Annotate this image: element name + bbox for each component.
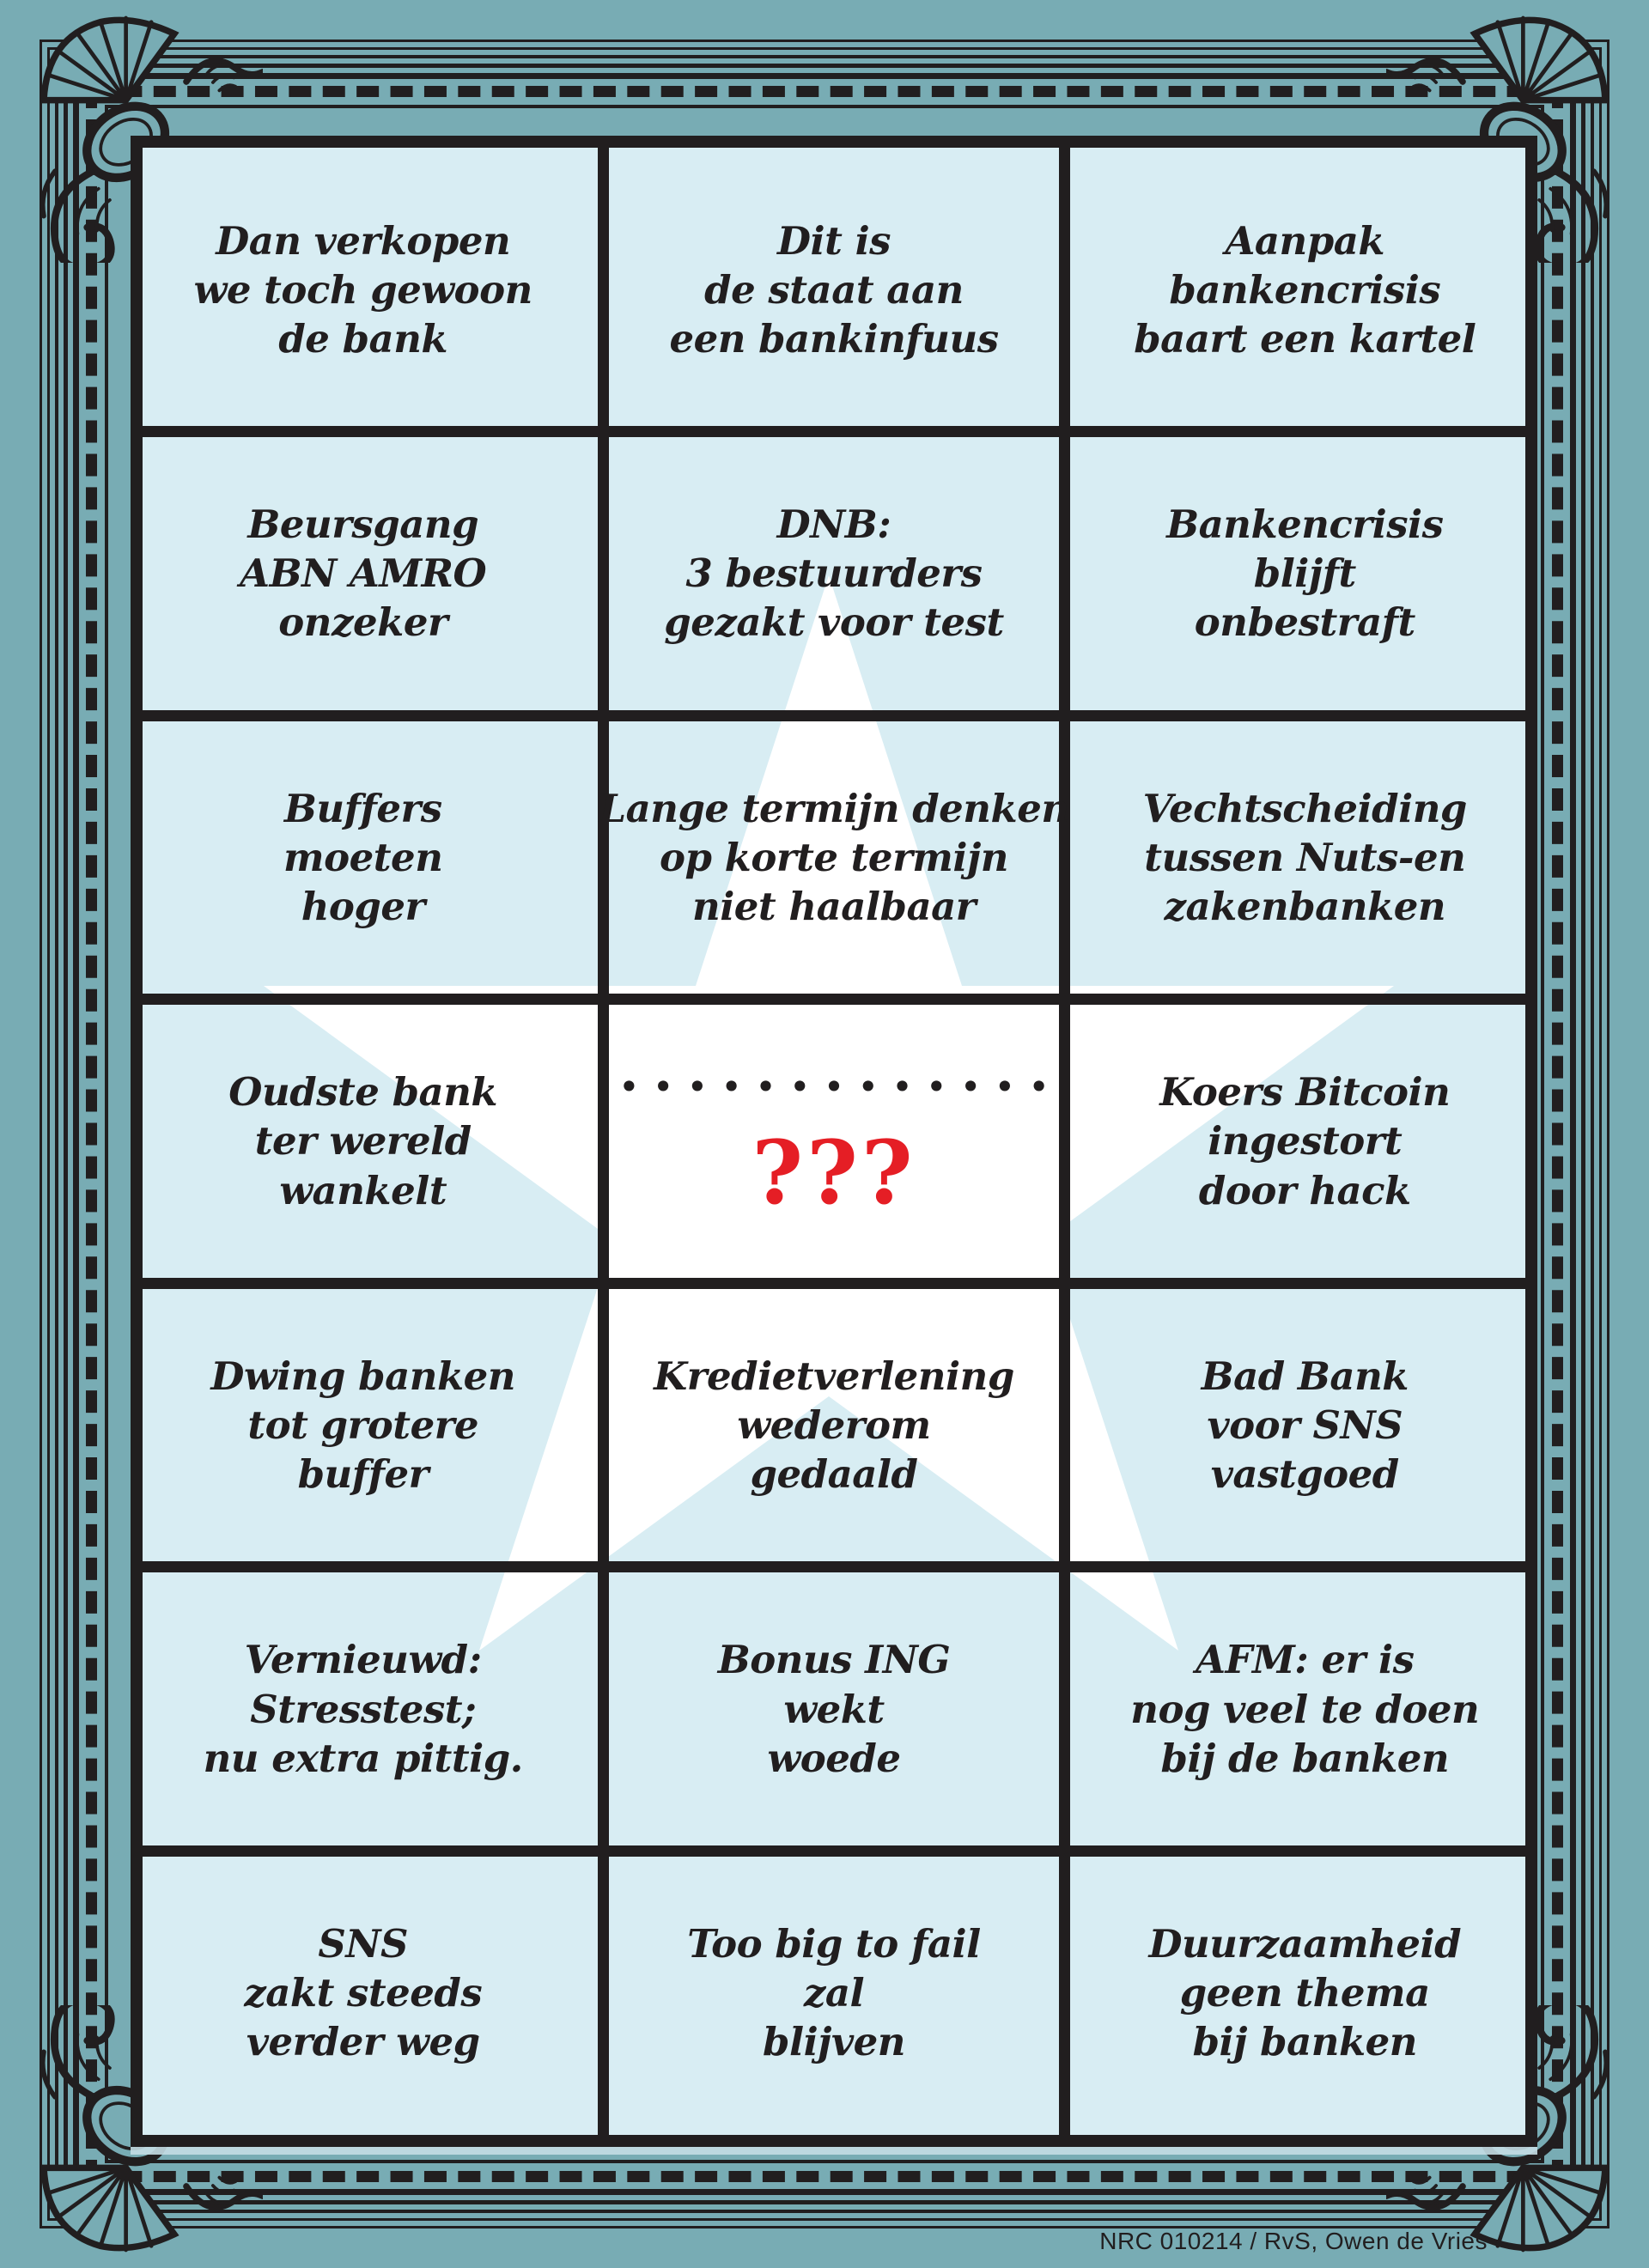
headline-line: wekt xyxy=(783,1686,885,1732)
headline-line: SNS xyxy=(318,1921,409,1967)
cell-r2-c1 xyxy=(143,432,583,716)
headline-line: niet haalbaar xyxy=(691,883,976,929)
headline-line: onzeker xyxy=(278,599,448,646)
headline-line: AFM: er is xyxy=(1196,1637,1415,1683)
cell-r4-c3 xyxy=(1085,1000,1525,1284)
cell-r4-c1 xyxy=(143,1000,583,1284)
headline-line: we toch gewoon xyxy=(193,266,532,313)
headline-line: wederom xyxy=(737,1402,931,1448)
cell-r4-c2 xyxy=(583,1000,1084,1284)
headline-line: Dwing banken xyxy=(210,1353,515,1399)
headline-line: Dan verkopen xyxy=(216,217,511,264)
headline-line: DNB: xyxy=(776,502,891,548)
cell-r5-c3 xyxy=(1085,1283,1525,1567)
headline-line: onbestraft xyxy=(1194,599,1415,646)
headline-line: Vernieuwd: xyxy=(244,1637,482,1683)
headline-line: voor SNS xyxy=(1207,1402,1403,1448)
headline-line: bankencrisis xyxy=(1169,266,1441,313)
headline-line: hoger xyxy=(301,883,425,929)
headline-line: woede xyxy=(767,1735,901,1781)
headline-line: blijft xyxy=(1253,550,1356,597)
headline-line: door hack xyxy=(1198,1167,1411,1213)
cell-r2-c3 xyxy=(1085,432,1525,716)
cell-r2-c2 xyxy=(583,432,1084,716)
headline-line: Kredietverlening xyxy=(654,1353,1014,1399)
cell-r7-c1 xyxy=(143,1851,583,2135)
question-marks: ??? xyxy=(751,1122,916,1225)
headline-line: Dit is xyxy=(777,217,891,264)
cells-grid xyxy=(143,148,1525,2135)
headline-line: Bonus ING xyxy=(717,1637,951,1683)
headline-line: bij de banken xyxy=(1160,1735,1450,1781)
headline-line: Duurzaamheid xyxy=(1148,1921,1462,1967)
cell-r1-c3 xyxy=(1085,148,1525,432)
cell-r1-c1 xyxy=(143,148,583,432)
headline-line: nog veel te doen xyxy=(1130,1686,1480,1732)
headline-line: buffer xyxy=(297,1451,429,1498)
headline-line: Vechtscheiding xyxy=(1142,785,1467,831)
headline-line: blijven xyxy=(763,2019,905,2065)
dots-row: ••••••••••••• xyxy=(618,1066,1063,1109)
headline-line: tot grotere xyxy=(247,1402,479,1448)
cell-r6-c3 xyxy=(1085,1567,1525,1851)
headline-line: Too big to fail xyxy=(687,1921,981,1967)
cell-r7-c2 xyxy=(583,1851,1084,2135)
headline-line: op korte termijn xyxy=(660,834,1008,880)
headline-line: Lange termijn denken xyxy=(599,785,1069,831)
headline-line: Aanpak xyxy=(1225,217,1385,264)
headline-line: gezakt voor test xyxy=(664,599,1004,646)
headline-line: Beursgang xyxy=(247,502,479,548)
cell-r3-c1 xyxy=(143,715,583,1000)
cell-r1-c2 xyxy=(583,148,1084,432)
headline-line: Buffers xyxy=(283,785,442,831)
headline-line: moeten xyxy=(283,834,443,880)
headline-line: nu extra pittig. xyxy=(203,1735,523,1781)
headline-line: geen thema xyxy=(1179,1970,1430,2016)
credit-line: NRC 010214 / RvS, Owen de Vries xyxy=(1099,2228,1488,2254)
headline-line: gedaald xyxy=(750,1451,918,1498)
headline-line: verder weg xyxy=(246,2019,480,2065)
headline-line: zakt steeds xyxy=(244,1970,483,2016)
headline-line: Bankencrisis xyxy=(1166,502,1444,548)
cell-r3-c2 xyxy=(583,715,1084,1000)
bingo-board xyxy=(131,136,1537,2147)
headline-line: wankelt xyxy=(279,1167,447,1213)
cell-r6-c1 xyxy=(143,1567,583,1851)
headline-line: bij banken xyxy=(1192,2019,1417,2065)
headline-line: ingestort xyxy=(1208,1118,1403,1164)
headline-line: een bankinfuus xyxy=(669,315,999,362)
headline-line: zal xyxy=(803,1970,865,2016)
headline-line: vastgoed xyxy=(1210,1451,1399,1498)
headline-line: tussen Nuts-en xyxy=(1144,834,1466,880)
headline-line: baart een kartel xyxy=(1134,315,1476,362)
headline-line: ABN AMRO xyxy=(240,550,487,597)
headline-line: ter wereld xyxy=(254,1118,472,1164)
cell-r5-c2 xyxy=(583,1283,1084,1567)
cell-r3-c3 xyxy=(1085,715,1525,1000)
cell-r7-c3 xyxy=(1085,1851,1525,2135)
headline-line: Stresstest; xyxy=(250,1686,477,1732)
headline-line: zakenbanken xyxy=(1164,883,1446,929)
cell-r5-c1 xyxy=(143,1283,583,1567)
headline-line: Bad Bank xyxy=(1201,1353,1409,1399)
headline-line: de staat aan xyxy=(704,266,964,313)
headline-line: Oudste bank xyxy=(228,1069,498,1116)
headline-line: de bank xyxy=(278,315,448,362)
headline-line: 3 bestuurders xyxy=(685,550,983,597)
headline-line: Koers Bitcoin xyxy=(1159,1069,1451,1116)
cell-r6-c2 xyxy=(583,1567,1084,1851)
